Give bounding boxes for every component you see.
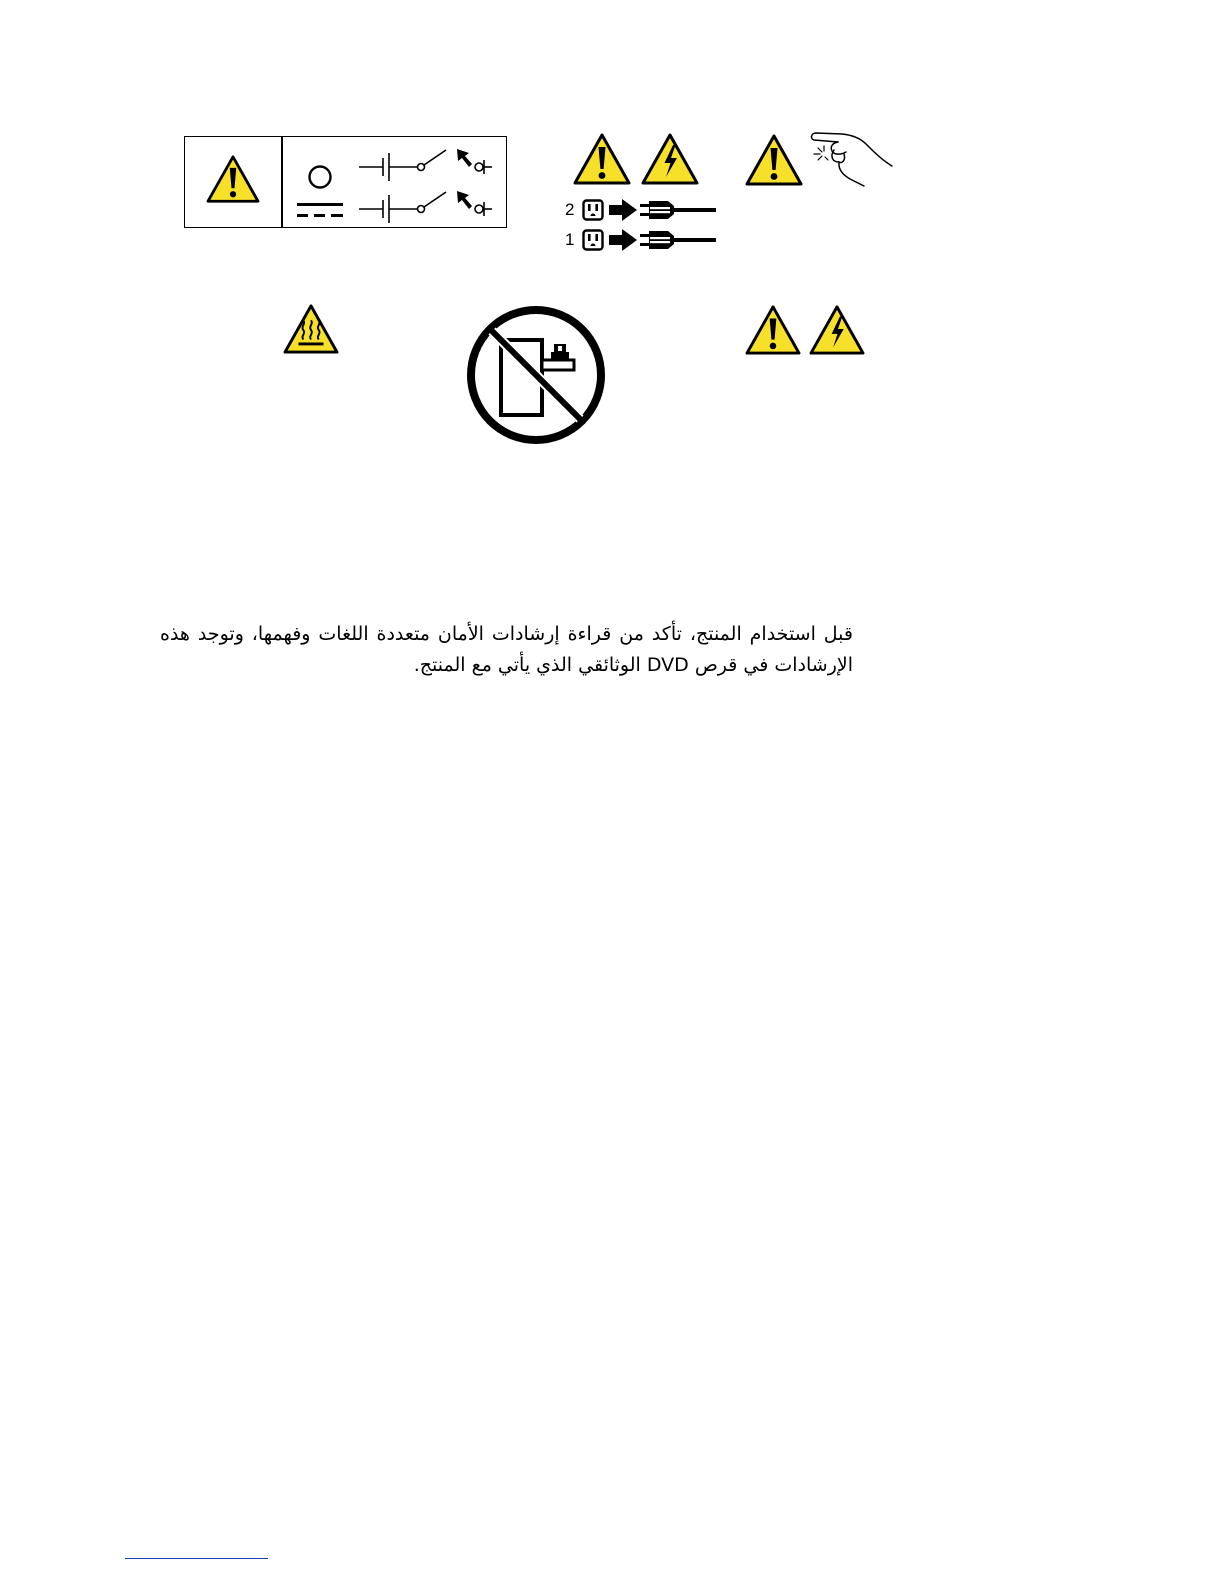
electrical-hazard-icon <box>808 304 866 356</box>
hot-surface-icon <box>282 303 340 355</box>
power-cord-number: 2 <box>565 200 575 219</box>
caution-triangle-icon <box>205 154 261 204</box>
dc-current-icon <box>297 203 343 219</box>
caution-triangle-icon <box>744 133 804 187</box>
caution-triangle-icon <box>572 132 632 186</box>
electrical-hazard-icon <box>640 132 700 186</box>
open-switch-icon <box>357 147 497 181</box>
pinch-finger-icon <box>808 130 894 188</box>
power-off-label-box <box>184 136 507 228</box>
no-load-on-slide-rail-icon <box>465 304 607 446</box>
power-plug-icon <box>640 198 716 222</box>
power-outlet-icon <box>582 199 604 221</box>
open-switch-icon <box>357 189 497 223</box>
caution-triangle-icon <box>744 304 802 356</box>
power-button-icon <box>307 164 333 190</box>
power-plug-icon <box>640 228 716 252</box>
power-outlet-icon <box>582 229 604 251</box>
power-cord-row <box>562 228 722 252</box>
disconnect-cords-label <box>562 132 722 257</box>
power-cord-row <box>562 198 722 222</box>
power-cord-number: 1 <box>565 230 575 249</box>
label-divider <box>281 137 283 227</box>
unplug-arrow-icon <box>609 199 637 221</box>
footnote-separator <box>125 1558 268 1559</box>
safety-notice-paragraph: قبل استخدام المنتج، تأكد من قراءة إرشادات الأمان متعددة اللغات وفهمها، وتوجد هذه الإرشادات في قرص DVD الوثائقي الذي يأتي مع المنتج. <box>160 623 853 676</box>
unplug-arrow-icon <box>609 229 637 251</box>
